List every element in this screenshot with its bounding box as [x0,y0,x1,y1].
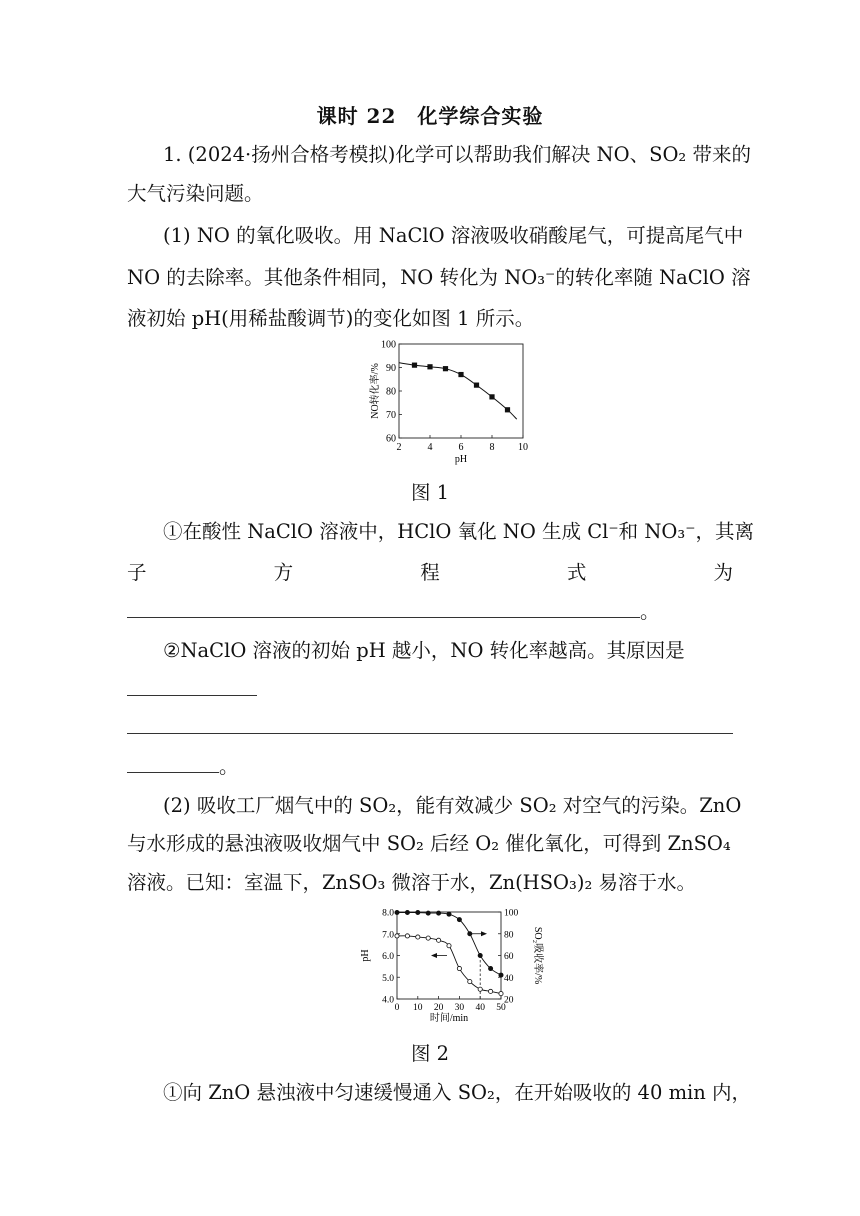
spread-char: 子 [127,561,147,584]
y-left-tick-label: 8.0 [382,908,394,919]
part2-subq1-line: ①向 ZnO 悬浊液中匀速缓慢通入 SO₂，在开始吸收的 40 min 内， [163,1081,752,1104]
figure-1-chart [365,336,535,474]
data-point [447,912,451,916]
x-tick-label: 10 [413,1003,423,1013]
x-tick-label: 10 [518,442,528,453]
data-point [478,987,482,991]
data-point [427,364,432,369]
data-point [457,966,461,970]
x-tick-label: 6 [458,442,464,453]
y-right-tick-label: 80 [504,930,514,941]
y-tick-label: 100 [381,339,396,351]
figure-2-chart [355,898,545,1033]
y-right-tick-label: 60 [504,952,514,962]
data-point [405,934,409,938]
data-point [478,953,482,957]
data-point [468,980,472,984]
data-point [437,911,441,915]
subq1-answer-line: 。 [127,602,660,622]
spread-char: 为 [713,561,733,584]
data-point [426,936,430,940]
answer-blank[interactable] [127,691,257,696]
y-right-axis-label: SO₂吸收率/% [532,926,543,985]
x-tick-label: 4 [427,442,433,453]
spread-char: 式 [566,561,587,584]
subq2-answer-line: 。 [127,757,239,777]
x-axis-label: pH [454,454,468,465]
data-point [395,910,399,914]
y-right-tick-label: 20 [504,995,514,1006]
data-point [405,910,409,914]
y-tick-label: 80 [386,386,396,398]
data-point [489,989,493,993]
data-point [437,938,441,942]
subq2-line: ②NaClO 溶液的初始 pH 越小，NO 转化率越高。其原因是 [163,639,685,662]
x-axis-label: 时间/min [429,1013,469,1024]
x-tick-label: 0 [394,1003,400,1013]
data-point [443,366,448,371]
y-left-tick-label: 5.0 [382,973,394,984]
x-tick-label: 20 [433,1003,444,1013]
data-point [416,910,420,914]
data-point [499,991,503,995]
part2-line: (2) 吸收工厂烟气中的 SO₂，能有效减少 SO₂ 对空气的污染。ZnO [163,794,742,817]
page-title: 课时 22 化学综合实验 [316,104,544,128]
data-point [489,394,494,399]
x-tick-label: 8 [489,442,495,453]
series-line [399,363,517,419]
spread-char: 方 [273,561,294,584]
data-point [395,934,399,938]
part2-line: 与水形成的悬浊液吸收烟气中 SO₂ 后经 O₂ 催化氧化，可得到 ZnSO₄ [127,832,731,855]
x-tick-label: 40 [475,1003,485,1013]
y-left-tick-label: 4.0 [382,995,394,1006]
data-point [499,973,503,977]
x-tick-label: 2 [396,442,402,453]
y-tick-label: 90 [386,363,396,374]
subq1-spread-row [127,563,733,583]
part1-line: (1) NO 的氧化吸收。用 NaClO 溶液吸收硝酸尾气，可提高尾气中 [163,224,744,247]
y-left-axis-label: pH [360,949,371,962]
figure-2-caption: 图 2 [410,1042,450,1065]
part2-line: 溶液。已知：室温下，ZnSO₃ 微溶于水，Zn(HSO₃)₂ 易溶于水。 [127,871,696,894]
y-right-tick-label: 40 [504,973,514,984]
subq2-answer-line [127,718,733,738]
y-left-tick-label: 6.0 [382,952,394,962]
plot-frame [397,912,501,999]
data-point [426,911,430,915]
data-point [416,935,420,939]
data-point [412,363,417,368]
y-left-tick-label: 7.0 [382,930,394,941]
data-point [505,407,510,412]
part1-line: 液初始 pH(用稀盐酸调节)的变化如图 1 所示。 [127,307,535,330]
data-point [489,966,493,970]
axis-arrow-right-head [481,931,487,936]
part1-line: NO 的去除率。其他条件相同，NO 转化为 NO₃⁻的转化率随 NaClO 溶 [127,266,751,289]
question-line: 大气污染问题。 [127,182,264,205]
data-point [474,383,479,388]
axis-arrow-left-head [431,953,437,958]
y-axis-label: NO转化率/% [370,363,381,419]
data-point [447,944,451,948]
figure-1-caption: 图 1 [410,481,450,504]
y-tick-label: 70 [386,410,396,421]
answer-blank[interactable] [127,613,640,618]
y-tick-label: 60 [386,433,396,445]
data-point [457,918,461,922]
answer-blank[interactable] [127,729,733,734]
data-point [458,372,463,377]
spread-char: 程 [420,561,440,584]
x-tick-label: 30 [454,1003,465,1013]
x-tick-label: 50 [496,1003,506,1013]
answer-blank[interactable] [127,768,219,773]
question-line: 1. (2024·扬州合格考模拟)化学可以帮助我们解决 NO、SO₂ 带来的 [163,143,751,166]
y-right-tick-label: 100 [504,908,519,919]
subq2-answer-line [127,680,257,700]
subq1-line: ①在酸性 NaClO 溶液中，HClO 氧化 NO 生成 Cl⁻和 NO₃⁻，其离 [163,520,755,543]
plot-frame [399,344,523,438]
